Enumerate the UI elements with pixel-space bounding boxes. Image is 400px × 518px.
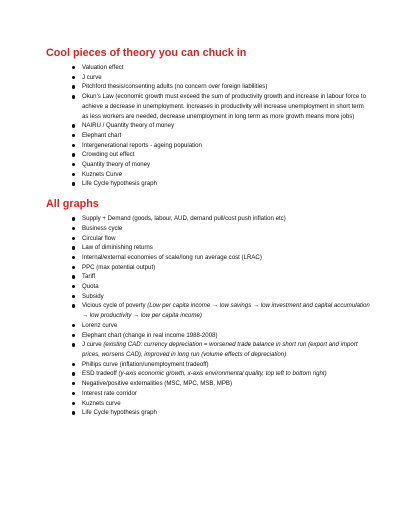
list-item: Elephant chart (change in real income 1988-2008) xyxy=(72,331,370,341)
list-item: Okun's Law (economic growth must exceed the sum of productivity growth and increase in labour force to achieve a decrease in unemployment. Increases in productivity will increase unemployment in short term as less workers are needed, decrease unemployment in long term as more growth means more jobs) xyxy=(72,92,370,121)
bullet-icon xyxy=(72,256,75,259)
list-item: Crowding out effect xyxy=(72,150,370,160)
list-item: J curve xyxy=(72,73,370,83)
bullet-icon xyxy=(72,246,75,249)
list-item: Pitchford thesis/consenting adults (no concern over foreign liabilities) xyxy=(72,82,370,92)
bullet-icon xyxy=(72,275,75,278)
list-item: Intergenerational reports - ageing population xyxy=(72,141,370,151)
bullet-icon xyxy=(72,334,75,337)
bullet-icon xyxy=(72,266,75,269)
bullet-icon xyxy=(72,85,75,88)
bullet-icon xyxy=(72,324,75,327)
bullet-icon xyxy=(72,153,75,156)
bullet-icon xyxy=(72,124,75,127)
list-item: J curve (existing CAD: currency depreciation = worsened trade balance in short run (export and import prices, worsens CAD), improved in long run (volume effects of depreciation) xyxy=(72,340,370,359)
bullet-icon xyxy=(72,173,75,176)
list-item: Quota xyxy=(72,282,370,292)
bullet-icon xyxy=(72,66,75,69)
list-item: Life Cycle hypothesis graph xyxy=(72,179,370,189)
bullet-icon xyxy=(72,182,75,185)
list-item: Quantity theory of money xyxy=(72,160,370,170)
bullet-icon xyxy=(72,382,75,385)
bullet-icon xyxy=(72,411,75,414)
list-item: Lorenz curve xyxy=(72,321,370,331)
section-heading-theory: Cool pieces of theory you can chuck in xyxy=(46,47,247,59)
bullet-icon xyxy=(72,217,75,220)
list-item: Valuation effect xyxy=(72,63,370,73)
list-item: Elephant chart xyxy=(72,131,370,141)
bullet-icon xyxy=(72,304,75,307)
list-item: Business cycle xyxy=(72,224,370,234)
bullet-icon xyxy=(72,402,75,405)
bullet-icon xyxy=(72,343,75,346)
list-item: Life Cycle hypothesis graph xyxy=(72,408,370,418)
bullet-icon xyxy=(72,237,75,240)
bullet-icon xyxy=(72,76,75,79)
bullet-icon xyxy=(72,134,75,137)
list-item: Vicious cycle of poverty (Low per capita income → low savings → low investment and capital accumulation → low productivity → low per capita income) xyxy=(72,301,370,320)
bullet-icon xyxy=(72,372,75,375)
list-item: Kuznets curve xyxy=(72,399,370,409)
list-item: Law of diminishing returns xyxy=(72,243,370,253)
list-item: Negative/positive externalities (MSC, MPC, MSB, MPB) xyxy=(72,379,370,389)
list-item: Tariff xyxy=(72,272,370,282)
bullet-icon xyxy=(72,144,75,147)
list-item: NAIRU / Quantity theory of money xyxy=(72,121,370,131)
list-item: Circular flow xyxy=(72,234,370,244)
list-item: Supply + Demand (goods, labour, AUD, demand pull/cost push inflation etc) xyxy=(72,214,370,224)
bullet-icon xyxy=(72,163,75,166)
bullet-icon xyxy=(72,227,75,230)
list-item: Subsidy xyxy=(72,292,370,302)
list-item: Interest rate corridor xyxy=(72,389,370,399)
section-heading-graphs: All graphs xyxy=(46,198,99,211)
bullet-icon xyxy=(72,95,75,98)
list-item: ESD tradeoff (y-axis economic growth, x-axis environmental quality, top left to bottom right) xyxy=(72,369,370,379)
bullet-icon xyxy=(72,363,75,366)
graphs-list xyxy=(46,214,370,418)
list-item: PPC (max potential output) xyxy=(72,263,370,273)
bullet-icon xyxy=(72,285,75,288)
bullet-icon xyxy=(72,295,75,298)
list-item: Internal/external economies of scale/long run average cost (LRAC) xyxy=(72,253,370,263)
list-item: Phillips curve (inflation/unemployment tradeoff) xyxy=(72,360,370,370)
bullet-icon xyxy=(72,392,75,395)
theory-list xyxy=(46,63,370,189)
list-item: Kuznets Curve xyxy=(72,170,370,180)
